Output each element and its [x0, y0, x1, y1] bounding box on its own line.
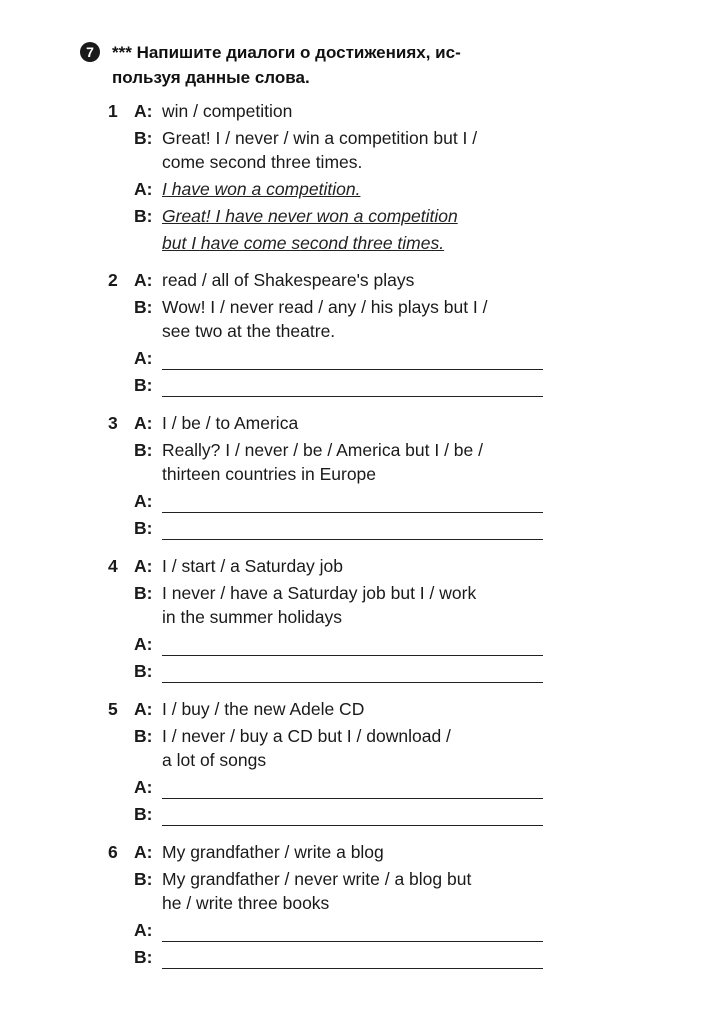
answer-a-row[interactable]	[108, 491, 558, 517]
answer-a-row[interactable]	[108, 920, 558, 946]
answer-a-label: A:	[134, 920, 153, 940]
exercise-prompt-b	[108, 583, 558, 609]
exercise-prompt-b	[108, 128, 558, 154]
speaker-a-label: A:	[134, 270, 153, 290]
prompt-b-line1: Great! I / never / win a competition but I /	[162, 128, 478, 148]
answer-a-blank[interactable]	[162, 369, 543, 370]
task-number-badge: 7	[80, 42, 100, 62]
answer-b-label: B:	[134, 206, 153, 226]
prompt-a-text: I / start / a Saturday job	[162, 556, 343, 576]
answer-a-label: A:	[134, 348, 153, 368]
answer-a-blank[interactable]	[162, 512, 543, 513]
exercise-number: 4	[108, 556, 118, 576]
exercise-prompt-a	[108, 270, 558, 296]
prompt-a-text: I / be / to America	[162, 413, 299, 433]
exercise-prompt-b	[108, 297, 558, 323]
exercise-number: 5	[108, 699, 118, 719]
exercise-prompt-b	[108, 726, 558, 752]
prompt-a-text: I / buy / the new Adele CD	[162, 699, 365, 719]
prompt-b-line2: he / write three books	[162, 893, 330, 913]
prompt-b-line2: a lot of songs	[162, 750, 267, 770]
task-instruction-line2: пользуя данные слова.	[112, 68, 310, 87]
answer-b-label: B:	[134, 661, 153, 681]
exercise-prompt-b-continued	[108, 321, 558, 347]
exercise-prompt-b-continued	[108, 750, 558, 776]
exercise-prompt-b	[108, 869, 558, 895]
prompt-b-line2: thirteen countries in Europe	[162, 464, 377, 484]
answer-b-label: B:	[134, 518, 153, 538]
task-instruction-line1: *** Напишите диалоги о достижениях, ис-	[112, 43, 461, 62]
exercise-prompt-b-continued	[108, 464, 558, 490]
answer-b-row-continued[interactable]	[108, 233, 558, 259]
speaker-b-label: B:	[134, 297, 153, 317]
prompt-a-text: My grandfather / write a blog	[162, 842, 384, 862]
answer-b-blank[interactable]	[162, 682, 543, 683]
answer-b-label: B:	[134, 947, 153, 967]
exercise-number: 2	[108, 270, 118, 290]
speaker-b-label: B:	[134, 440, 153, 460]
prompt-b-line1: Really? I / never / be / America but I / be /	[162, 440, 483, 460]
speaker-a-label: A:	[134, 556, 153, 576]
answer-b-row[interactable]	[108, 375, 558, 401]
answer-b-row[interactable]	[108, 947, 558, 973]
prompt-b-line2: in the summer holidays	[162, 607, 342, 627]
answer-a-blank[interactable]	[162, 655, 543, 656]
task-instruction	[112, 40, 542, 90]
answer-a-blank[interactable]	[162, 798, 543, 799]
answer-b-blank[interactable]	[162, 396, 543, 397]
answer-a-label: A:	[134, 179, 153, 199]
exercise-prompt-a	[108, 413, 558, 439]
speaker-a-label: A:	[134, 842, 153, 862]
answer-b-label: B:	[134, 375, 153, 395]
prompt-b-line1: Wow! I / never read / any / his plays but I /	[162, 297, 488, 317]
prompt-a-text: win / competition	[162, 101, 293, 121]
answer-b-text-line2[interactable]: but I have come second three times.	[162, 233, 445, 253]
answer-b-row[interactable]	[108, 804, 558, 830]
answer-a-label: A:	[134, 491, 153, 511]
answer-b-blank[interactable]	[162, 968, 543, 969]
prompt-b-line1: I never / have a Saturday job but I / work	[162, 583, 477, 603]
answer-a-row[interactable]	[108, 179, 558, 205]
exercise-prompt-a	[108, 101, 558, 127]
answer-b-row[interactable]	[108, 206, 558, 232]
speaker-a-label: A:	[134, 413, 153, 433]
exercise-prompt-b-continued	[108, 893, 558, 919]
answer-a-row[interactable]	[108, 777, 558, 803]
prompt-a-text: read / all of Shakespeare's plays	[162, 270, 415, 290]
speaker-a-label: A:	[134, 699, 153, 719]
answer-a-row[interactable]	[108, 348, 558, 374]
answer-b-text-line1[interactable]: Great! I have never won a competition	[162, 206, 458, 226]
answer-b-row[interactable]	[108, 661, 558, 687]
speaker-b-label: B:	[134, 583, 153, 603]
answer-a-label: A:	[134, 634, 153, 654]
exercise-prompt-b-continued	[108, 607, 558, 633]
exercise-prompt-b-continued	[108, 152, 558, 178]
answer-a-blank[interactable]	[162, 941, 543, 942]
answer-b-row[interactable]	[108, 518, 558, 544]
prompt-b-line2: see two at the theatre.	[162, 321, 336, 341]
speaker-b-label: B:	[134, 726, 153, 746]
prompt-b-line1: My grandfather / never write / a blog but	[162, 869, 472, 889]
exercise-prompt-a	[108, 556, 558, 582]
exercise-number: 6	[108, 842, 118, 862]
answer-b-blank[interactable]	[162, 539, 543, 540]
prompt-b-line1: I / never / buy a CD but I / download /	[162, 726, 451, 746]
speaker-a-label: A:	[134, 101, 153, 121]
exercise-number: 3	[108, 413, 118, 433]
answer-b-label: B:	[134, 804, 153, 824]
answer-b-blank[interactable]	[162, 825, 543, 826]
speaker-b-label: B:	[134, 128, 153, 148]
exercise-number: 1	[108, 101, 118, 121]
answer-a-text[interactable]: I have won a competition.	[162, 179, 361, 199]
prompt-b-line2: come second three times.	[162, 152, 363, 172]
answer-a-label: A:	[134, 777, 153, 797]
answer-a-row[interactable]	[108, 634, 558, 660]
speaker-b-label: B:	[134, 869, 153, 889]
exercise-prompt-a	[108, 699, 558, 725]
exercise-prompt-a	[108, 842, 558, 868]
exercise-prompt-b	[108, 440, 558, 466]
